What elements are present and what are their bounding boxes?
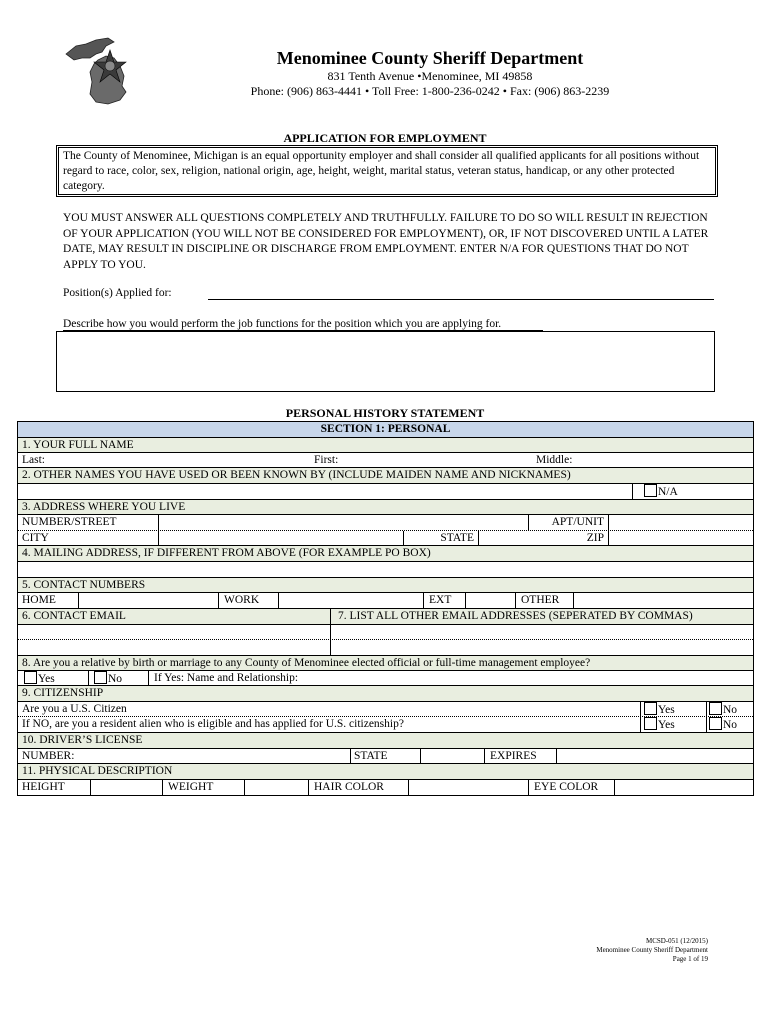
footer xyxy=(560,937,708,964)
email-row-2 xyxy=(18,640,753,656)
alien-yes-checkbox[interactable] xyxy=(644,717,657,730)
expires-input[interactable] xyxy=(556,749,753,763)
last-name-label: Last: xyxy=(22,454,45,466)
q10-heading-row xyxy=(18,733,753,749)
relative-no-checkbox[interactable] xyxy=(94,671,107,684)
height-label: HEIGHT xyxy=(22,781,65,793)
alien-no-label: No xyxy=(723,719,738,731)
relative-yes-checkbox[interactable] xyxy=(24,671,37,684)
page-title: Menominee County Sheriff Department xyxy=(276,48,584,68)
citizen-row xyxy=(18,702,753,717)
q9-heading-row xyxy=(18,686,753,702)
other-names-input[interactable] xyxy=(18,484,632,499)
home-label: HOME xyxy=(22,594,56,606)
first-name-field[interactable] xyxy=(310,453,530,467)
q5-heading-row xyxy=(18,578,753,593)
city-input[interactable] xyxy=(158,531,403,545)
application-title: APPLICATION FOR EMPLOYMENT xyxy=(283,131,487,145)
resident-alien-row xyxy=(18,717,753,733)
citizen-yes-label: Yes xyxy=(658,704,675,716)
resident-alien-question: If NO, are you a resident alien who is eligible and has applied for U.S. citizenship? xyxy=(22,718,404,730)
relative-yes-label: Yes xyxy=(38,673,55,685)
contact-email-input-2[interactable] xyxy=(18,640,330,655)
q4-label: 4. MAILING ADDRESS, IF DIFFERENT FROM ABOVE (FOR EXAMPLE PO BOX) xyxy=(22,547,431,559)
q6-q7-heading-row xyxy=(18,609,753,625)
ext-input[interactable] xyxy=(465,593,515,608)
mailing-address-input[interactable] xyxy=(18,562,753,577)
height-input[interactable] xyxy=(90,780,162,795)
relative-name-field[interactable] xyxy=(150,671,753,685)
middle-name-field[interactable] xyxy=(530,453,753,467)
city-row xyxy=(18,531,753,546)
q4-heading-row xyxy=(18,546,753,562)
number-street-input[interactable] xyxy=(158,515,528,530)
license-state-input[interactable] xyxy=(420,749,484,763)
citizen-no-checkbox[interactable] xyxy=(709,702,722,715)
job-functions-textarea[interactable] xyxy=(56,331,715,392)
citizen-question: Are you a U.S. Citizen xyxy=(22,703,127,715)
if-yes-label: If Yes: Name and Relationship: xyxy=(154,672,299,684)
other-emails-input-2[interactable] xyxy=(330,640,753,655)
eeo-statement: The County of Menominee, Michigan is an equal opportunity employer and shall consider all qualified applicants for all positions without regard to race, color, sex, religion, national origin, age, height, weight, marital status, veteran status, handicap, or any other protected category. xyxy=(63,150,700,192)
q11-label: 11. PHYSICAL DESCRIPTION xyxy=(22,765,173,777)
q3-heading-row xyxy=(18,500,753,515)
city-label: CITY xyxy=(22,532,49,544)
home-phone-input[interactable] xyxy=(78,593,218,608)
state-input[interactable] xyxy=(478,531,538,545)
first-name-label: First: xyxy=(314,454,339,466)
describe-label: Describe how you would perform the job functions for the position which you are applying for. xyxy=(63,318,502,330)
physical-row xyxy=(18,780,753,795)
work-phone-input[interactable] xyxy=(278,593,423,608)
q6-label: 6. CONTACT EMAIL xyxy=(22,610,126,622)
department-phone: Phone: (906) 863-4441 • Toll Free: 1-800-236-0242 • Fax: (906) 863-2239 xyxy=(250,84,610,98)
other-phone-input[interactable] xyxy=(573,593,753,608)
state-label: STATE xyxy=(440,532,474,544)
q10-label: 10. DRIVER’S LICENSE xyxy=(22,734,143,746)
personal-history-title: PERSONAL HISTORY STATEMENT xyxy=(285,406,485,420)
personal-section-form xyxy=(17,421,754,796)
na-label: N/A xyxy=(658,486,678,498)
license-number-field[interactable] xyxy=(18,749,350,763)
q8-label: 8. Are you a relative by birth or marriage to any County of Menominee elected official or full-time management employee? xyxy=(22,657,591,669)
footer-department: Menominee County Sheriff Department xyxy=(596,946,708,954)
eye-color-input[interactable] xyxy=(614,780,753,795)
alien-no-cell[interactable] xyxy=(709,717,753,732)
sheriff-star-logo xyxy=(62,36,144,106)
license-number-label: NUMBER: xyxy=(22,750,75,762)
q7-label: 7. LIST ALL OTHER EMAIL ADDRESSES (SEPERATED BY COMMAS) xyxy=(338,610,693,622)
position-input[interactable] xyxy=(208,299,714,300)
other-label: OTHER xyxy=(521,594,560,606)
license-row xyxy=(18,749,753,764)
section-title: SECTION 1: PERSONAL xyxy=(320,423,451,435)
mailing-address-row xyxy=(18,562,753,578)
alien-yes-cell[interactable] xyxy=(644,717,704,732)
page-number: Page 1 of 19 xyxy=(672,955,708,963)
q3-label: 3. ADDRESS WHERE YOU LIVE xyxy=(22,501,186,513)
apt-unit-input[interactable] xyxy=(608,515,753,530)
weight-label: WEIGHT xyxy=(168,781,214,793)
contact-numbers-row xyxy=(18,593,753,609)
q2-heading-row xyxy=(18,468,753,484)
street-row xyxy=(18,515,753,531)
truthfulness-warning: YOU MUST ANSWER ALL QUESTIONS COMPLETELY AND TRUTHFULLY. FAILURE TO DO SO WILL RESULT IN REJECTION OF YOUR APPLICATION (YOU WILL NOT BE CONSIDERED FOR EMPLOYMENT), OR, IF NOT DISCOVERED UNTIL A LATER DATE, MAY RESULT IN DISCIPLINE OR DISCHARGE FROM EMPLOYMENT. ENTER N/A FOR QUESTIONS THAT DO NOT APPLY TO YOU. xyxy=(63,212,709,271)
q5-label: 5. CONTACT NUMBERS xyxy=(22,579,146,591)
other-names-row xyxy=(18,484,753,500)
q2-label: 2. OTHER NAMES YOU HAVE USED OR BEEN KNOWN BY (INCLUDE MAIDEN NAME AND NICKNAMES) xyxy=(22,469,571,481)
hair-color-label: HAIR COLOR xyxy=(314,781,384,793)
number-street-label: NUMBER/STREET xyxy=(22,516,117,528)
hair-color-input[interactable] xyxy=(408,780,528,795)
alien-yes-label: Yes xyxy=(658,719,675,731)
q8-heading-row xyxy=(18,656,753,671)
q1-label: 1. YOUR FULL NAME xyxy=(22,439,134,451)
last-name-field[interactable] xyxy=(18,453,310,467)
expires-label: EXPIRES xyxy=(490,750,537,762)
weight-input[interactable] xyxy=(244,780,308,795)
zip-input[interactable] xyxy=(608,531,753,545)
zip-label: ZIP xyxy=(586,532,604,544)
name-row xyxy=(18,453,753,468)
ext-label: EXT xyxy=(429,594,452,606)
citizen-no-label: No xyxy=(723,704,738,716)
na-checkbox-cell[interactable] xyxy=(638,484,738,499)
q11-heading-row xyxy=(18,764,753,780)
citizen-yes-cell[interactable] xyxy=(644,702,704,716)
section-header xyxy=(18,422,753,438)
apt-unit-label: APT/UNIT xyxy=(551,516,604,528)
citizen-yes-checkbox[interactable] xyxy=(644,702,657,715)
relative-no-label: No xyxy=(108,673,123,685)
relative-no-cell[interactable] xyxy=(94,671,154,685)
citizen-no-cell[interactable] xyxy=(709,702,753,716)
q1-heading-row xyxy=(18,438,753,453)
na-checkbox[interactable] xyxy=(644,484,657,497)
eye-color-label: EYE COLOR xyxy=(534,781,599,793)
alien-no-checkbox[interactable] xyxy=(709,717,722,730)
position-label: Position(s) Applied for: xyxy=(63,287,172,299)
work-label: WORK xyxy=(224,594,260,606)
middle-name-label: Middle: xyxy=(536,454,573,466)
form-code: MCSD-051 (12/2015) xyxy=(645,937,708,945)
license-state-label: STATE xyxy=(354,750,388,762)
relative-row xyxy=(18,671,753,686)
q9-label: 9. CITIZENSHIP xyxy=(22,687,104,699)
contact-email-input[interactable] xyxy=(18,625,330,639)
relative-yes-cell[interactable] xyxy=(24,671,88,685)
department-address: 831 Tenth Avenue •Menominee, MI 49858 xyxy=(327,69,533,83)
email-row-1 xyxy=(18,625,753,640)
other-emails-input-1[interactable] xyxy=(330,625,753,639)
